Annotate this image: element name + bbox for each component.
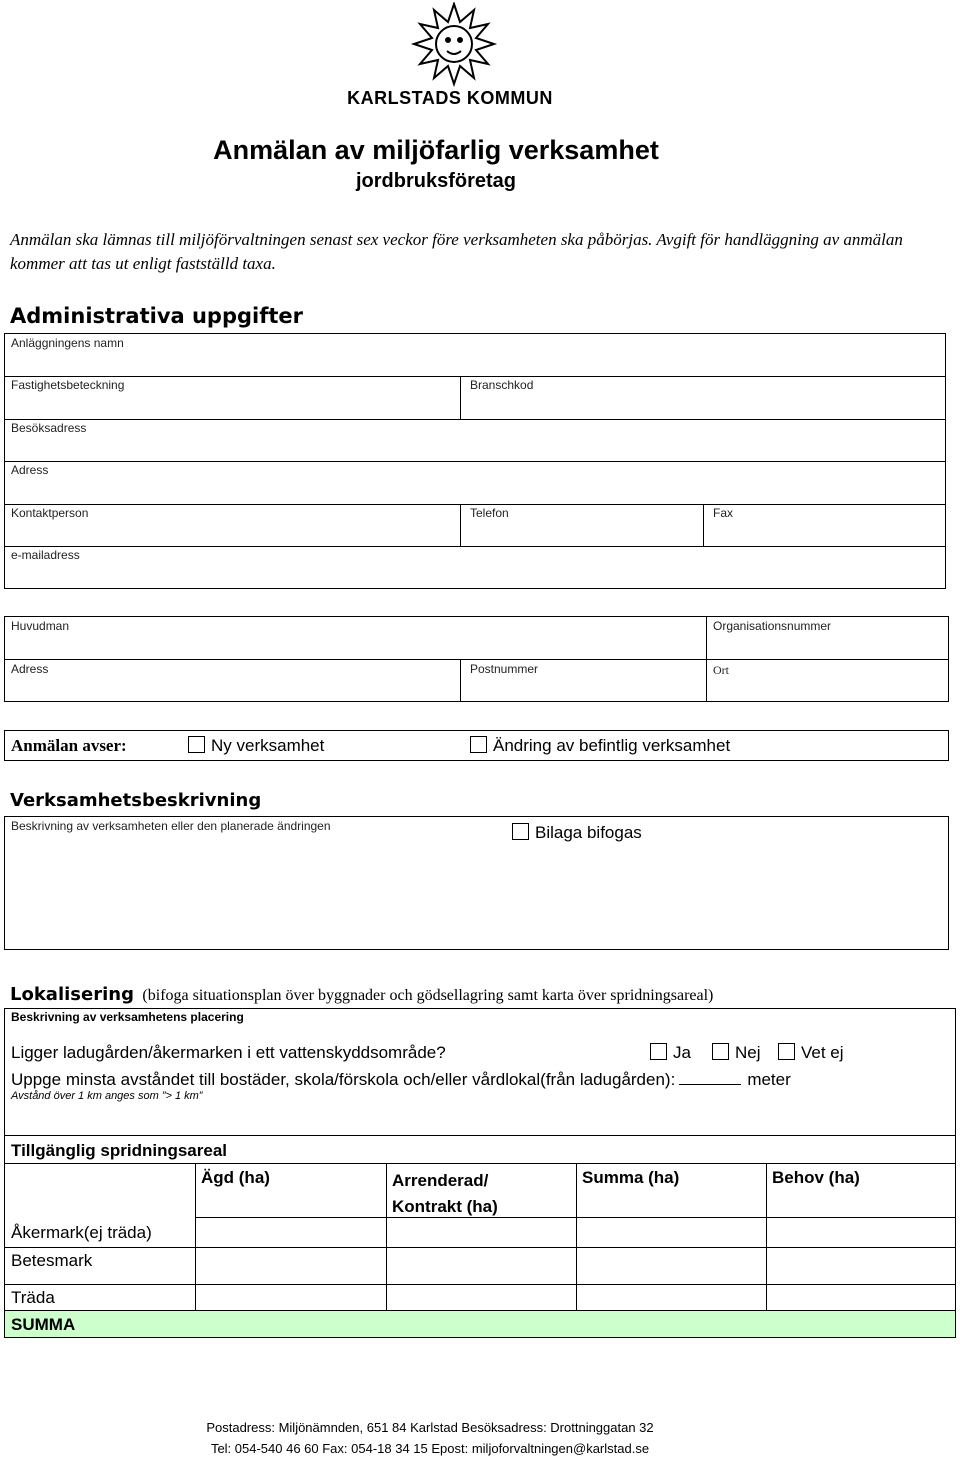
avstand-hint: Avstånd över 1 km anges som ”> 1 km” [11, 1090, 203, 1102]
andring-checkbox[interactable] [470, 736, 730, 756]
divider [5, 1163, 955, 1164]
ny-verksamhet-label: Ny verksamhet [211, 736, 325, 755]
avser-label: Anmälan avser: [11, 736, 127, 755]
bilaga-label: Bilaga bifogas [535, 823, 642, 842]
checkbox-icon[interactable] [512, 823, 529, 840]
divider [5, 1247, 955, 1248]
divider [706, 617, 707, 702]
divider [4, 461, 946, 462]
beskrivning-section-title: Verksamhetsbeskrivning [10, 790, 262, 811]
andring-label: Ändring av befintlig verksamhet [493, 736, 731, 755]
lokalisering-box [4, 1008, 956, 1136]
checkbox-icon[interactable] [778, 1043, 795, 1060]
row-trada: Träda [11, 1288, 55, 1307]
avser-row [4, 730, 949, 761]
checkbox-icon[interactable] [650, 1043, 667, 1060]
ny-verksamhet-checkbox[interactable] [188, 736, 324, 756]
divider [4, 504, 946, 505]
lokalisering-title: Lokalisering [10, 984, 134, 1005]
ort-field[interactable]: Ort [713, 663, 729, 677]
page-title: Anmälan av miljöfarlig verksamhet [213, 135, 659, 165]
col-agd: Ägd (ha) [201, 1168, 270, 1187]
page-subtitle: jordbruksföretag [355, 170, 517, 192]
huvudman-adress-field[interactable]: Adress [11, 662, 49, 676]
placering-label: Beskrivning av verksamhetens placering [11, 1010, 244, 1024]
vetej-checkbox[interactable] [778, 1043, 844, 1063]
divider [4, 659, 949, 660]
divider [460, 376, 461, 419]
row-betesmark: Betesmark [11, 1251, 93, 1270]
admin-section-title: Administrativa uppgifter [10, 304, 304, 328]
avstand-label: Uppge minsta avståndet till bostäder, skola/förskola och/eller vårdlokal(från ladugården): [11, 1070, 676, 1089]
beskrivning-box[interactable] [4, 816, 949, 950]
lokalisering-note: (bifoga situationsplan över byggnader och gödsellagring samt karta över spridningsareal) [142, 987, 714, 1004]
divider [4, 546, 946, 547]
checkbox-icon[interactable] [712, 1043, 729, 1060]
beskrivning-label: Beskrivning av verksamheten eller den planerade ändringen [11, 819, 331, 833]
branschkod-field[interactable]: Branschkod [470, 378, 534, 392]
avstand-unit: meter [747, 1070, 791, 1089]
orgnr-field[interactable]: Organisationsnummer [713, 619, 832, 633]
logo-text: KARLSTADS KOMMUN [347, 88, 553, 108]
avstand-input[interactable] [679, 1071, 741, 1085]
vattenskydd-question: Ligger ladugården/åkermarken i ett vattenskyddsområde? [11, 1043, 446, 1062]
divider [460, 659, 461, 702]
divider [4, 419, 946, 420]
lokalisering-heading [10, 984, 713, 1005]
summa-row-fill [5, 1311, 955, 1337]
ja-label: Ja [673, 1043, 691, 1062]
divider [703, 504, 704, 546]
avstand-row [11, 1070, 791, 1090]
kontaktperson-field[interactable]: Kontaktperson [11, 506, 89, 520]
adress-field[interactable]: Adress [11, 463, 49, 477]
divider [460, 504, 461, 546]
checkbox-icon[interactable] [470, 736, 487, 753]
admin-form [4, 333, 946, 589]
besoksadress-field[interactable]: Besöksadress [11, 421, 87, 435]
nej-checkbox[interactable] [712, 1043, 761, 1063]
divider [195, 1217, 955, 1218]
sun-emblem-icon [330, 2, 570, 92]
col-behov: Behov (ha) [772, 1168, 860, 1187]
anlaggning-field[interactable]: Anläggningens namn [11, 336, 124, 350]
divider [4, 376, 946, 377]
checkbox-icon[interactable] [188, 736, 205, 753]
fax-field[interactable]: Fax [713, 506, 734, 520]
col-arrenderad: Arrenderad/ Kontrakt (ha) [392, 1171, 498, 1216]
spridning-title: Tillgänglig spridningsareal [11, 1141, 228, 1160]
footer-address: Postadress: Miljönämnden, 651 84 Karlstad Besöksadress: Drottninggatan 32 [206, 1420, 654, 1435]
huvudman-field[interactable]: Huvudman [11, 619, 70, 633]
postnummer-field[interactable]: Postnummer [470, 662, 539, 676]
spridning-table [4, 1135, 956, 1338]
nej-label: Nej [735, 1043, 761, 1062]
fastighet-field[interactable]: Fastighetsbeteckning [11, 378, 125, 392]
ja-checkbox[interactable] [650, 1043, 691, 1063]
vetej-label: Vet ej [801, 1043, 844, 1062]
col-summa: Summa (ha) [582, 1168, 680, 1187]
bilaga-checkbox[interactable] [512, 823, 642, 843]
footer-contact: Tel: 054-540 46 60 Fax: 054-18 34 15 Epost: miljoforvaltningen@karlstad.se [210, 1441, 650, 1456]
karlstad-logo [330, 2, 570, 112]
intro-text: Anmälan ska lämnas till miljöförvaltningen senast sex veckor före verksamheten ska påbörjas. Avgift för handläggning av anmälan kommer att tas ut enligt fastställd taxa. [10, 230, 903, 273]
telefon-field[interactable]: Telefon [470, 506, 509, 520]
row-summa: SUMMA [11, 1315, 76, 1334]
row-akermark: Åkermark(ej träda) [11, 1223, 152, 1242]
huvudman-form [4, 616, 949, 702]
divider [5, 1284, 955, 1285]
email-field[interactable]: e-mailadress [11, 548, 80, 562]
